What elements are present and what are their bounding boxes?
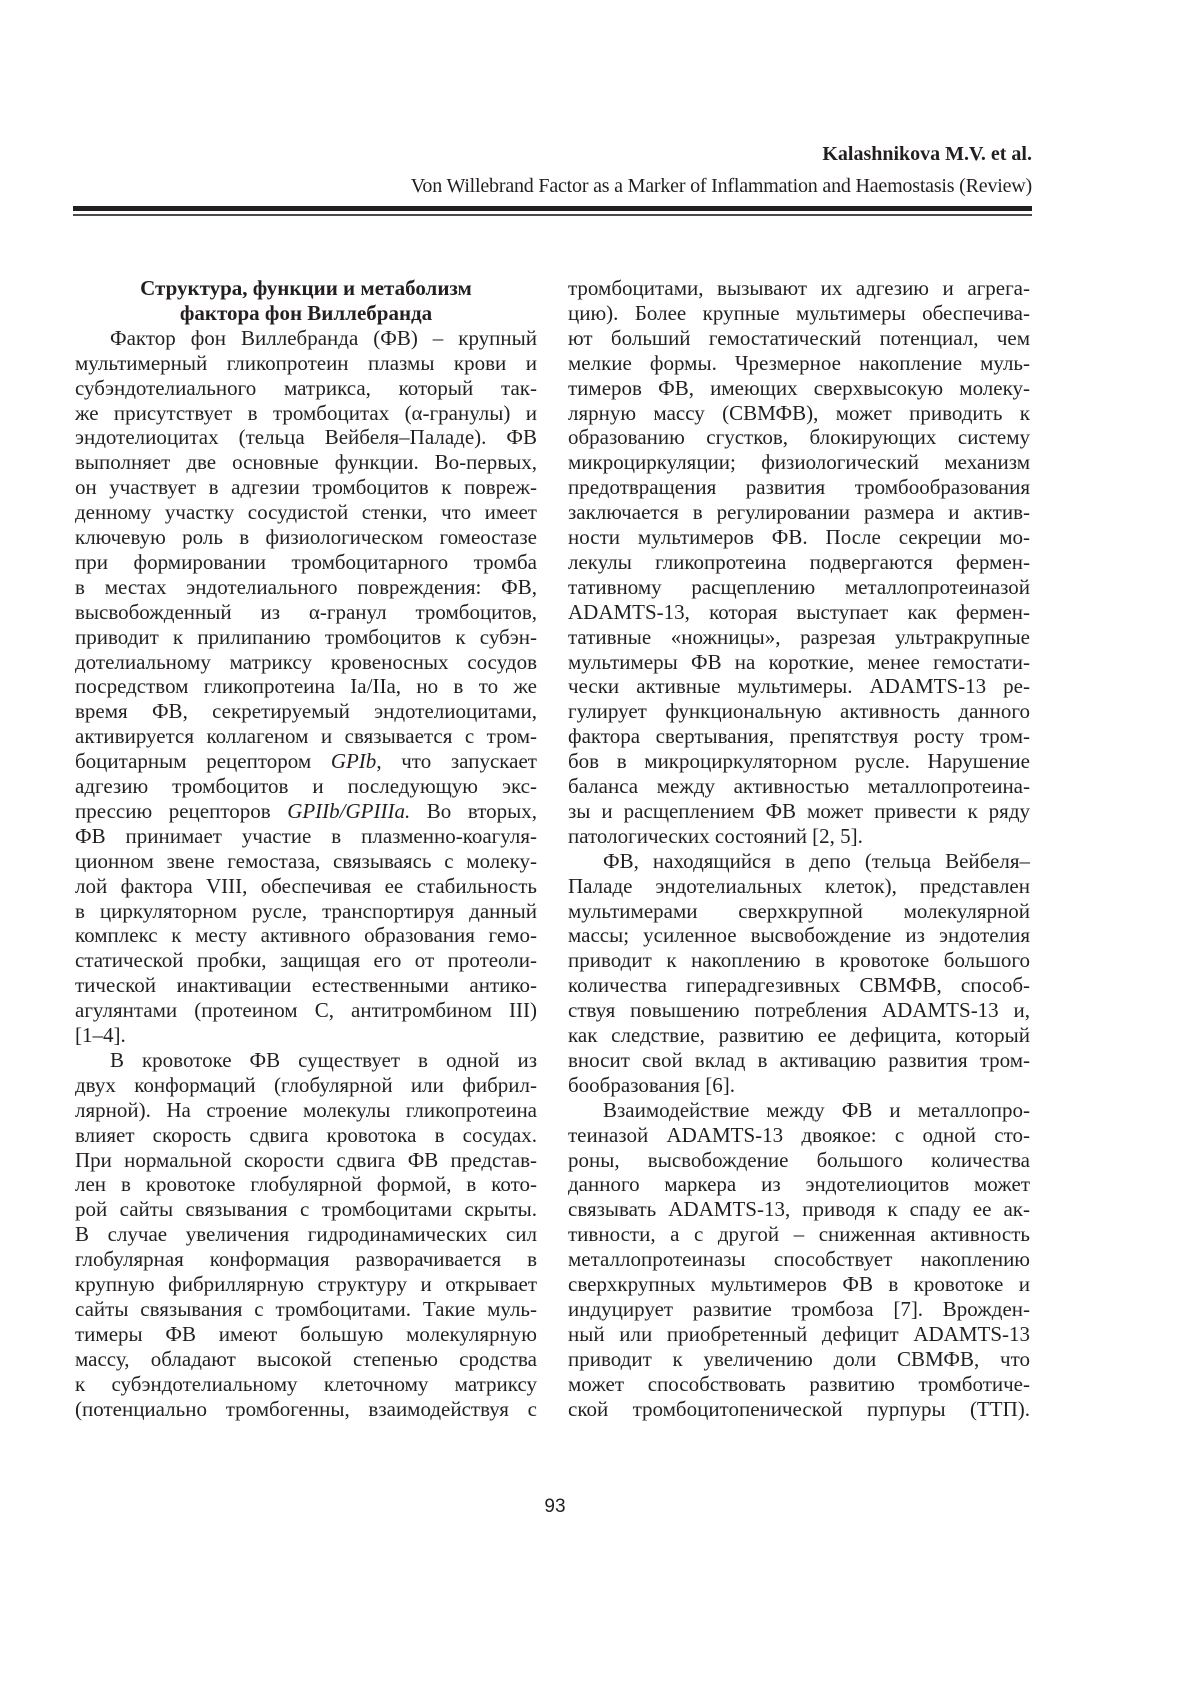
text-line: же присутствует в тромбоцитах (α-гранулы) и — [75, 401, 537, 426]
text-line: образованию сгустков, блокирующих систему — [568, 425, 1030, 450]
text-line: глобулярная конформация разворачивается в — [75, 1247, 537, 1272]
text-line: время ФВ, секретируемый эндотелиоцитами, — [75, 699, 537, 724]
text-line: комплекс к месту активного образования гемо- — [75, 923, 537, 948]
text-line: В случае увеличения гидродинамических сил — [75, 1222, 537, 1247]
text-line: чески активные мультимеры. ADAMTS-13 ре- — [568, 674, 1030, 699]
section-heading-line-2: фактора фон Виллебранда — [75, 301, 537, 326]
left-column — [75, 0, 537, 1697]
text-line: сверхкрупных мультимеров ФВ в кровотоке и — [568, 1272, 1030, 1297]
text-line: массы; усиленное высвобождение из эндотелия — [568, 923, 1030, 948]
text-line: мультимерный гликопротеин плазмы крови и — [75, 351, 537, 376]
text-line: тромбоцитами, вызывают их адгезию и агрега- — [568, 276, 1030, 301]
text-line: зы и расщеплением ФВ может привести к ряду — [568, 799, 1030, 824]
text-line: лярной). На строение молекулы гликопротеина — [75, 1098, 537, 1123]
text-line: микроциркуляции; физиологический механизм — [568, 450, 1030, 475]
text-line: ФВ принимает участие в плазменно-коагуля- — [75, 824, 537, 849]
text-line: дотелиальному матриксу кровеносных сосудов — [75, 650, 537, 675]
text-line: активируется коллагеном и связывается с тром- — [75, 724, 537, 749]
text-line: бов в микроциркуляторном русле. Нарушение — [568, 749, 1030, 774]
text-line: к субэндотелиальному клеточному матриксу — [75, 1372, 537, 1397]
text-line: денному участку сосудистой стенки, что имеет — [75, 500, 537, 525]
running-header-title: Von Willebrand Factor as a Marker of Inflammation and Haemostasis (Review) — [411, 175, 1032, 198]
text-line: баланса между активностью металлопротеина- — [568, 774, 1030, 799]
text-line — [75, 799, 537, 824]
text-line: высвобожденный из α-гранул тромбоцитов, — [75, 600, 537, 625]
text-line: ской тромбоцитопенической пурпуры (ТТП). — [568, 1397, 1030, 1422]
text-segment: , что запускает — [376, 749, 537, 773]
text-line: тативному расщеплению металлопротеиназой — [568, 575, 1030, 600]
text-segment: боцитарным рецептором — [75, 749, 331, 773]
text-line: посредством гликопротеина Ia/IIa, но в то же — [75, 674, 537, 699]
text-line: Фактор фон Виллебранда (ФВ) – крупный — [75, 326, 537, 351]
text-line: выполняет две основные функции. Во-первых, — [75, 450, 537, 475]
text-line: лярную массу (СВМФВ), может приводить к — [568, 401, 1030, 426]
text-line: статической пробки, защищая его от протеоли- — [75, 948, 537, 973]
page-number: 93 — [0, 1496, 1110, 1518]
text-line: Паладе эндотелиальных клеток), представлен — [568, 874, 1030, 899]
text-line: ционном звене гемостаза, связываясь с молеку- — [75, 849, 537, 874]
text-line: двух конформаций (глобулярной или фибрил- — [75, 1073, 537, 1098]
text-line: количества гиперадгезивных СВМФВ, способ- — [568, 973, 1030, 998]
text-line: тимеров ФВ, имеющих сверхвысокую молеку- — [568, 376, 1030, 401]
text-segment: Во вторых, — [410, 799, 537, 823]
text-line: агулянтами (протеином С, антитромбином III) — [75, 998, 537, 1023]
text-line: тативные «ножницы», разрезая ультракрупные — [568, 625, 1030, 650]
text-line: предотвращения развития тромбообразования — [568, 475, 1030, 500]
text-line: ный или приобретенный дефицит ADAMTS-13 — [568, 1322, 1030, 1347]
text-line: тивности, а с другой – сниженная активность — [568, 1222, 1030, 1247]
text-line: мультимерами сверхкрупной молекулярной — [568, 899, 1030, 924]
text-line: теиназой ADAMTS-13 двоякое: с одной сто- — [568, 1123, 1030, 1148]
text-line: данного маркера из эндотелиоцитов может — [568, 1172, 1030, 1197]
text-line: мелкие формы. Чрезмерное накопление муль- — [568, 351, 1030, 376]
text-line: лой фактора VIII, обеспечивая ее стабильность — [75, 874, 537, 899]
text-line: связывать ADAMTS-13, приводя к спаду ее ак- — [568, 1197, 1030, 1222]
text-line: приводит к накоплению в кровотоке большого — [568, 948, 1030, 973]
text-line: бообразования [6]. — [568, 1073, 1030, 1098]
text-line: крупную фибриллярную структуру и открывает — [75, 1272, 537, 1297]
text-line: лекулы гликопротеина подвергаются фермен- — [568, 550, 1030, 575]
text-line: ности мультимеров ФВ. После секреции мо- — [568, 525, 1030, 550]
text-line: индуцирует развитие тромбоза [7]. Врожден- — [568, 1297, 1030, 1322]
text-line: влияет скорость сдвига кровотока в сосудах. — [75, 1123, 537, 1148]
text-line: в циркуляторном русле, транспортируя данный — [75, 899, 537, 924]
text-line: ФВ, находящийся в депо (тельца Вейбеля– — [568, 849, 1030, 874]
text-line — [75, 749, 537, 774]
text-line: гулирует функциональную активность данного — [568, 699, 1030, 724]
text-line: массу, обладают высокой степенью сродства — [75, 1347, 537, 1372]
text-line: при формировании тромбоцитарного тромба — [75, 550, 537, 575]
text-segment: прессию рецепторов — [75, 799, 287, 823]
text-line: адгезию тромбоцитов и последующую экс- — [75, 774, 537, 799]
text-line: вносит свой вклад в активацию развития тром- — [568, 1048, 1030, 1073]
right-column — [568, 0, 1030, 1697]
text-line: ключевую роль в физиологическом гомеостазе — [75, 525, 537, 550]
text-line: эндотелиоцитах (тельца Вейбеля–Паладе). ФВ — [75, 425, 537, 450]
italic-term: GPIIb/GPIIIa. — [287, 799, 410, 823]
text-line: (потенциально тромбогенны, взаимодействуя с — [75, 1397, 537, 1422]
text-line: лен в кровотоке глобулярной формой, в кото- — [75, 1172, 537, 1197]
text-line: металлопротеиназы способствует накоплению — [568, 1247, 1030, 1272]
text-line: Взаимодействие между ФВ и металлопро- — [568, 1098, 1030, 1123]
italic-term: GPIb — [331, 749, 377, 773]
text-line: может способствовать развитию тромботиче- — [568, 1372, 1030, 1397]
text-line: приводит к увеличению доли СВМФВ, что — [568, 1347, 1030, 1372]
text-line: В кровотоке ФВ существует в одной из — [75, 1048, 537, 1073]
text-line: сайты связывания с тромбоцитами. Такие муль- — [75, 1297, 537, 1322]
text-line: рой сайты связывания с тромбоцитами скрыты. — [75, 1197, 537, 1222]
text-line: тимеры ФВ имеют большую молекулярную — [75, 1322, 537, 1347]
text-line: приводит к прилипанию тромбоцитов к субэн- — [75, 625, 537, 650]
text-line: [1–4]. — [75, 1023, 537, 1048]
text-line: мультимеры ФВ на короткие, менее гемостати- — [568, 650, 1030, 675]
text-line: ствуя повышению потребления ADAMTS-13 и, — [568, 998, 1030, 1023]
text-line: цию). Более крупные мультимеры обеспечива- — [568, 301, 1030, 326]
text-line: он участвует в адгезии тромбоцитов к повреж- — [75, 475, 537, 500]
text-line: заключается в регулировании размера и актив- — [568, 500, 1030, 525]
text-line: патологических состояний [2, 5]. — [568, 824, 1030, 849]
text-line: ADAMTS-13, которая выступает как фермен- — [568, 600, 1030, 625]
section-heading-line-1: Структура, функции и метаболизм — [75, 276, 537, 301]
text-line: ют больший гемостатический потенциал, чем — [568, 326, 1030, 351]
text-line: роны, высвобождение большого количества — [568, 1148, 1030, 1173]
text-line: При нормальной скорости сдвига ФВ представ- — [75, 1148, 537, 1173]
running-header-authors: Kalashnikova M.V. et al. — [822, 143, 1032, 166]
text-line: как следствие, развитию ее дефицита, который — [568, 1023, 1030, 1048]
text-line: фактора свертывания, препятствуя росту тром- — [568, 724, 1030, 749]
text-line: в местах эндотелиального повреждения: ФВ, — [75, 575, 537, 600]
text-line: субэндотелиального матрикса, который так- — [75, 376, 537, 401]
text-line: тической инактивации естественными антико- — [75, 973, 537, 998]
